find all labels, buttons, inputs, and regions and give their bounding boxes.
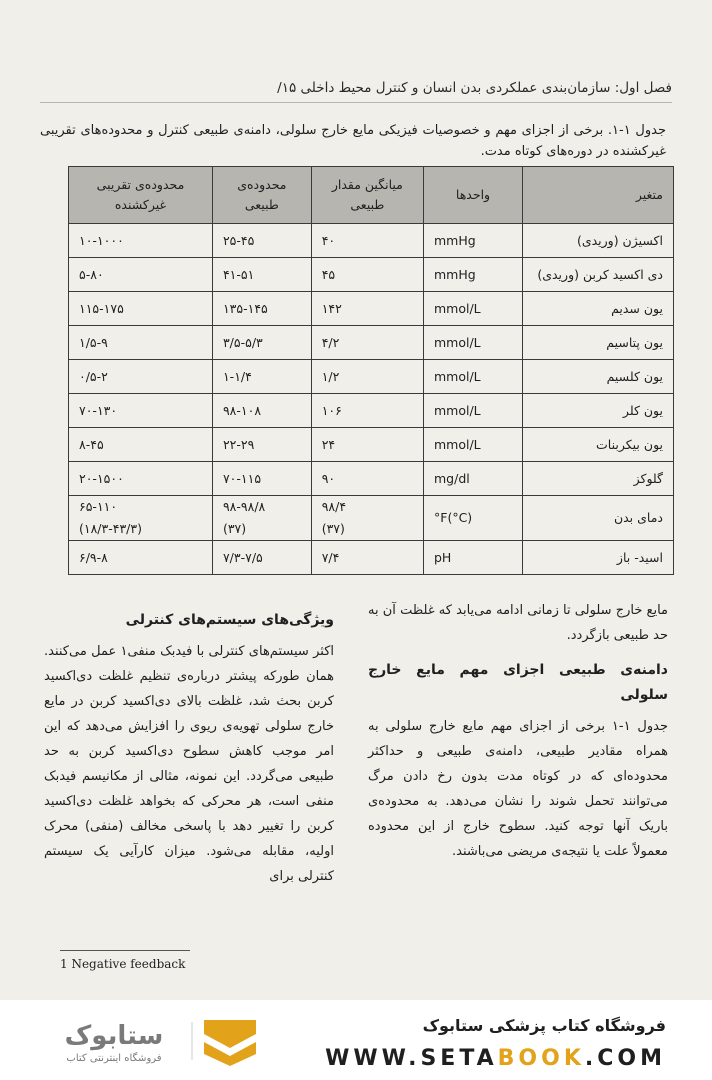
cell-nonlethal-line1: ۶۵-۱۱۰ bbox=[79, 499, 118, 514]
cell-unit: °F(°C) bbox=[424, 496, 523, 541]
cell-range-line1: ۹۸-۹۸/۸ bbox=[222, 499, 266, 514]
cell-variable: دمای بدن bbox=[523, 496, 674, 541]
cell-unit: mmol/L bbox=[424, 428, 523, 462]
cell-mean: ۲۴ bbox=[311, 428, 423, 462]
cell-nonlethal: ۷۰-۱۳۰ bbox=[69, 394, 213, 428]
cell-unit: mmol/L bbox=[424, 292, 523, 326]
cell-range: ۷/۳-۷/۵ bbox=[212, 541, 311, 575]
cell-range bbox=[212, 496, 311, 541]
header-nonlethal-range: محدوده‌ی تقریبی غیرکشنده bbox=[69, 167, 213, 224]
cell-unit: pH bbox=[424, 541, 523, 575]
store-url[interactable] bbox=[325, 1046, 666, 1071]
cell-unit: mmol/L bbox=[424, 360, 523, 394]
table-row bbox=[69, 496, 674, 541]
cell-variable: دی اکسید کربن (وریدی) bbox=[523, 258, 674, 292]
cell-variable: اسید- باز bbox=[523, 541, 674, 575]
cell-variable: اکسیژن (وریدی) bbox=[523, 224, 674, 258]
cell-unit: mmHg bbox=[424, 258, 523, 292]
table-row bbox=[69, 224, 674, 258]
cell-mean: ۱۰۶ bbox=[311, 394, 423, 428]
logo-chevron-icon bbox=[204, 1020, 256, 1048]
cell-nonlethal: ۱/۵-۹ bbox=[69, 326, 213, 360]
cell-mean: ۱۴۲ bbox=[311, 292, 423, 326]
cell-variable: یون کلسیم bbox=[523, 360, 674, 394]
section-title-normal-range: دامنه‌ی طبیعی اجزای مهم مایع خارج سلولی bbox=[368, 662, 668, 703]
logo-subtext: فروشگاه اینترنتی کتاب bbox=[66, 1053, 162, 1064]
cell-nonlethal: ۱۱۵-۱۷۵ bbox=[69, 292, 213, 326]
cell-range: ۹۸-۱۰۸ bbox=[212, 394, 311, 428]
table-row bbox=[69, 394, 674, 428]
url-part-2: BOOK bbox=[497, 1046, 585, 1071]
cell-mean: ۴/۲ bbox=[311, 326, 423, 360]
cell-unit: mmol/L bbox=[424, 326, 523, 360]
right-paragraph: جدول ۱-۱ برخی از اجزای مهم مایع خارج سلولی به همراه مقادیر طبیعی، دامنه‌ی طبیعی و حداکثر محدوده‌ای که در کوتاه مدت بدون رخ دادن مرگ می‌توانند تحمل شوند را نشان می‌دهد. به محدوده‌ی باریک آنها توجه کنید. سطوح خارج از این محدوده معمولاً علت یا نتیجه‌ی مریضی می‌باشند. bbox=[368, 719, 668, 859]
cell-mean: ۴۵ bbox=[311, 258, 423, 292]
table-row bbox=[69, 541, 674, 575]
cell-nonlethal: ۸-۴۵ bbox=[69, 428, 213, 462]
cell-mean: ۷/۴ bbox=[311, 541, 423, 575]
cell-mean: ۹۰ bbox=[311, 462, 423, 496]
cell-variable: گلوکز bbox=[523, 462, 674, 496]
url-part-1: WWW.SETA bbox=[325, 1046, 498, 1071]
cell-nonlethal: ۵-۸۰ bbox=[69, 258, 213, 292]
url-part-3: .COM bbox=[584, 1046, 666, 1071]
header-normal-range: محدوده‌ی طبیعی bbox=[212, 167, 311, 224]
section-title-control-systems: ویژگی‌های سیستم‌های کنترلی bbox=[125, 612, 334, 628]
cell-nonlethal: ۶/۹-۸ bbox=[69, 541, 213, 575]
store-title: فروشگاه کتاب پزشکی ستابوک bbox=[422, 1016, 666, 1035]
running-header: فصل اول: سازمان‌بندی عملکردی بدن انسان و کنترل محیط داخلی ۱۵/ bbox=[40, 80, 672, 103]
cell-mean-line1: ۹۸/۴ bbox=[321, 499, 347, 514]
left-column bbox=[44, 598, 334, 889]
cell-variable: یون پتاسیم bbox=[523, 326, 674, 360]
cell-range: ۷۰-۱۱۵ bbox=[212, 462, 311, 496]
header-units: واحدها bbox=[424, 167, 523, 224]
cell-mean bbox=[311, 496, 423, 541]
cell-mean: ۱/۲ bbox=[311, 360, 423, 394]
cell-unit: mg/dl bbox=[424, 462, 523, 496]
cell-unit: mmol/L bbox=[424, 394, 523, 428]
cell-range: ۱-۱/۴ bbox=[212, 360, 311, 394]
ecf-table bbox=[68, 166, 674, 575]
cell-mean-line2: (۳۷) bbox=[321, 521, 345, 536]
cell-range: ۴۱-۵۱ bbox=[212, 258, 311, 292]
cell-range: ۳/۵-۵/۳ bbox=[212, 326, 311, 360]
cell-variable: یون کلر bbox=[523, 394, 674, 428]
right-intro: مایع خارج سلولی تا زمانی ادامه می‌یابد که غلظت آن به حد طبیعی بازگردد. bbox=[368, 603, 668, 643]
header-mean: میانگین مقدار طبیعی bbox=[311, 167, 423, 224]
header-variable: متغیر bbox=[523, 167, 674, 224]
table-row bbox=[69, 462, 674, 496]
table-row bbox=[69, 292, 674, 326]
cell-nonlethal: ۰/۵-۲ bbox=[69, 360, 213, 394]
cell-unit: mmHg bbox=[424, 224, 523, 258]
left-paragraph: اکثر سیستم‌های کنترلی با فیدبک منفی۱ عمل می‌کنند. همان طورکه پیشتر درباره‌ی تنظیم غلظت دی‌اکسید کربن بحث شد، غلظت بالای دی‌اکسید کربن در مایع خارج سلولی تهویه‌ی ریوی را افزایش می‌دهد که این امر موجب کاهش سطوح دی‌اکسید کربن به حد طبیعی می‌گردد. این نمونه، مثالی از مکانیسم فیدبک منفی است، هر محرکی که بخواهد غلظت دی‌اکسید کربن را تغییر دهد با پاسخی مخالف (منفی) محرک اولیه، مقابله می‌شود. میزان کارآیی یک سیستم کنترلی برای bbox=[44, 644, 334, 884]
footnote: 1 Negative feedback bbox=[60, 957, 186, 971]
store-banner bbox=[0, 1000, 712, 1080]
cell-range: ۲۲-۲۹ bbox=[212, 428, 311, 462]
cell-nonlethal: ۱۰-۱۰۰۰ bbox=[69, 224, 213, 258]
cell-variable: یون بیکربنات bbox=[523, 428, 674, 462]
cell-range: ۱۳۵-۱۴۵ bbox=[212, 292, 311, 326]
right-column bbox=[368, 598, 668, 864]
logo-text: ستابوک bbox=[64, 1021, 164, 1051]
cell-nonlethal-line2: (۱۸/۳-۴۳/۳) bbox=[79, 521, 142, 536]
cell-mean: ۴۰ bbox=[311, 224, 423, 258]
cell-range-line2: (۳۷) bbox=[222, 521, 247, 536]
table-caption: جدول ۱-۱. برخی از اجزای مهم و خصوصیات فیزیکی مایع خارج سلولی، دامنه‌ی طبیعی کنترل و محدوده‌های تقریبی غیرکشنده در دوره‌های کوتاه مدت. bbox=[40, 123, 666, 159]
table-row bbox=[69, 326, 674, 360]
table-row bbox=[69, 258, 674, 292]
setabook-logo bbox=[22, 1014, 262, 1066]
table-header-row bbox=[69, 167, 674, 224]
footnote-divider bbox=[60, 950, 190, 951]
cell-variable: یون سدیم bbox=[523, 292, 674, 326]
table-row bbox=[69, 360, 674, 394]
cell-nonlethal: ۲۰-۱۵۰۰ bbox=[69, 462, 213, 496]
cell-nonlethal bbox=[69, 496, 213, 541]
cell-range: ۲۵-۴۵ bbox=[212, 224, 311, 258]
table-row bbox=[69, 428, 674, 462]
